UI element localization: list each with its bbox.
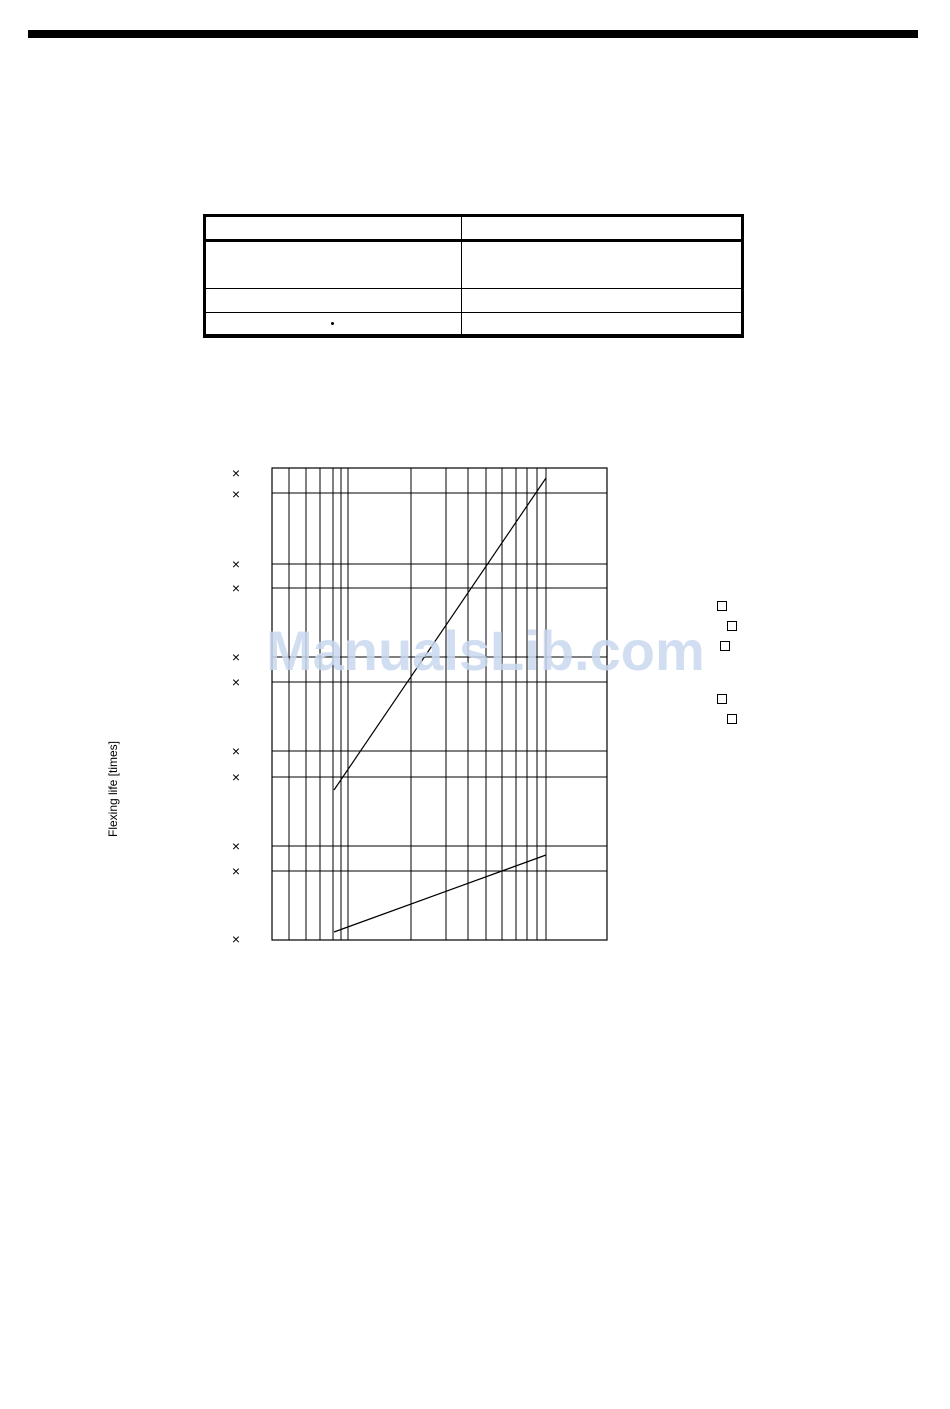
y-tick-label: × (231, 674, 241, 690)
y-tick-label: × (231, 580, 241, 596)
series-line (334, 855, 546, 932)
y-tick-label: × (231, 486, 241, 502)
y-tick-label: × (231, 838, 241, 854)
watermark: ManualsLib.com (266, 619, 705, 682)
chart-grid (272, 468, 607, 940)
legend-marker (720, 641, 730, 651)
legend-marker (727, 621, 737, 631)
y-tick-label: × (231, 931, 241, 947)
legend-marker (717, 601, 727, 611)
y-axis-label: Flexing life [times] (106, 740, 120, 838)
chart-series (334, 478, 546, 932)
y-tick-labels (232, 465, 240, 947)
legend-marker (727, 714, 737, 724)
plot-frame (272, 468, 607, 940)
y-tick-label: × (231, 649, 241, 665)
y-tick-label: × (231, 769, 241, 785)
y-tick-label: × (231, 743, 241, 759)
legend-marker (717, 694, 727, 704)
y-tick-label: × (231, 465, 241, 481)
y-tick-label: × (231, 863, 241, 879)
y-tick-label: × (231, 556, 241, 572)
